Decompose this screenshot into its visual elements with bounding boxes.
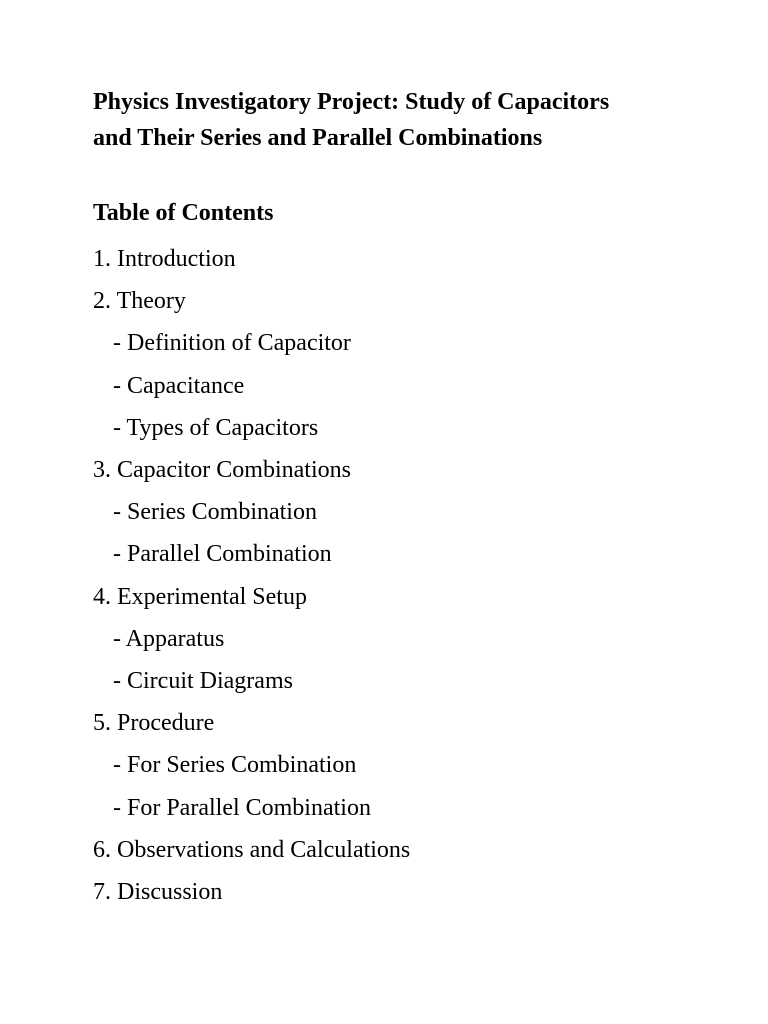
- toc-subitem: - Capacitance: [113, 372, 245, 399]
- toc-subitem: - Series Combination: [113, 499, 317, 526]
- toc-subitem: - Definition of Capacitor: [113, 330, 351, 357]
- document-title: Physics Investigatory Project: Study of Capacitors and Their Series and Parallel Combinations: [93, 89, 610, 151]
- toc-list: [93, 238, 653, 913]
- toc-item: 2. Theory: [93, 288, 186, 315]
- toc-subitem: - Types of Capacitors: [113, 414, 319, 441]
- toc-item: 3. Capacitor Combinations: [93, 457, 351, 484]
- toc-subitem: - For Series Combination: [113, 752, 357, 779]
- toc-subitem: - Circuit Diagrams: [113, 668, 293, 695]
- toc-heading: Table of Contents: [93, 200, 274, 226]
- toc-item: 6. Observations and Calculations: [93, 836, 411, 863]
- toc-subitem: - Apparatus: [113, 625, 225, 652]
- toc-item: 7. Discussion: [93, 879, 223, 906]
- toc-subitem: - For Parallel Combination: [113, 794, 371, 821]
- toc-subitem: - Parallel Combination: [113, 541, 332, 568]
- document-page: [93, 85, 653, 913]
- toc-item: 1. Introduction: [93, 246, 236, 272]
- toc-item: 5. Procedure: [93, 710, 215, 737]
- toc-item: 4. Experimental Setup: [93, 583, 307, 610]
